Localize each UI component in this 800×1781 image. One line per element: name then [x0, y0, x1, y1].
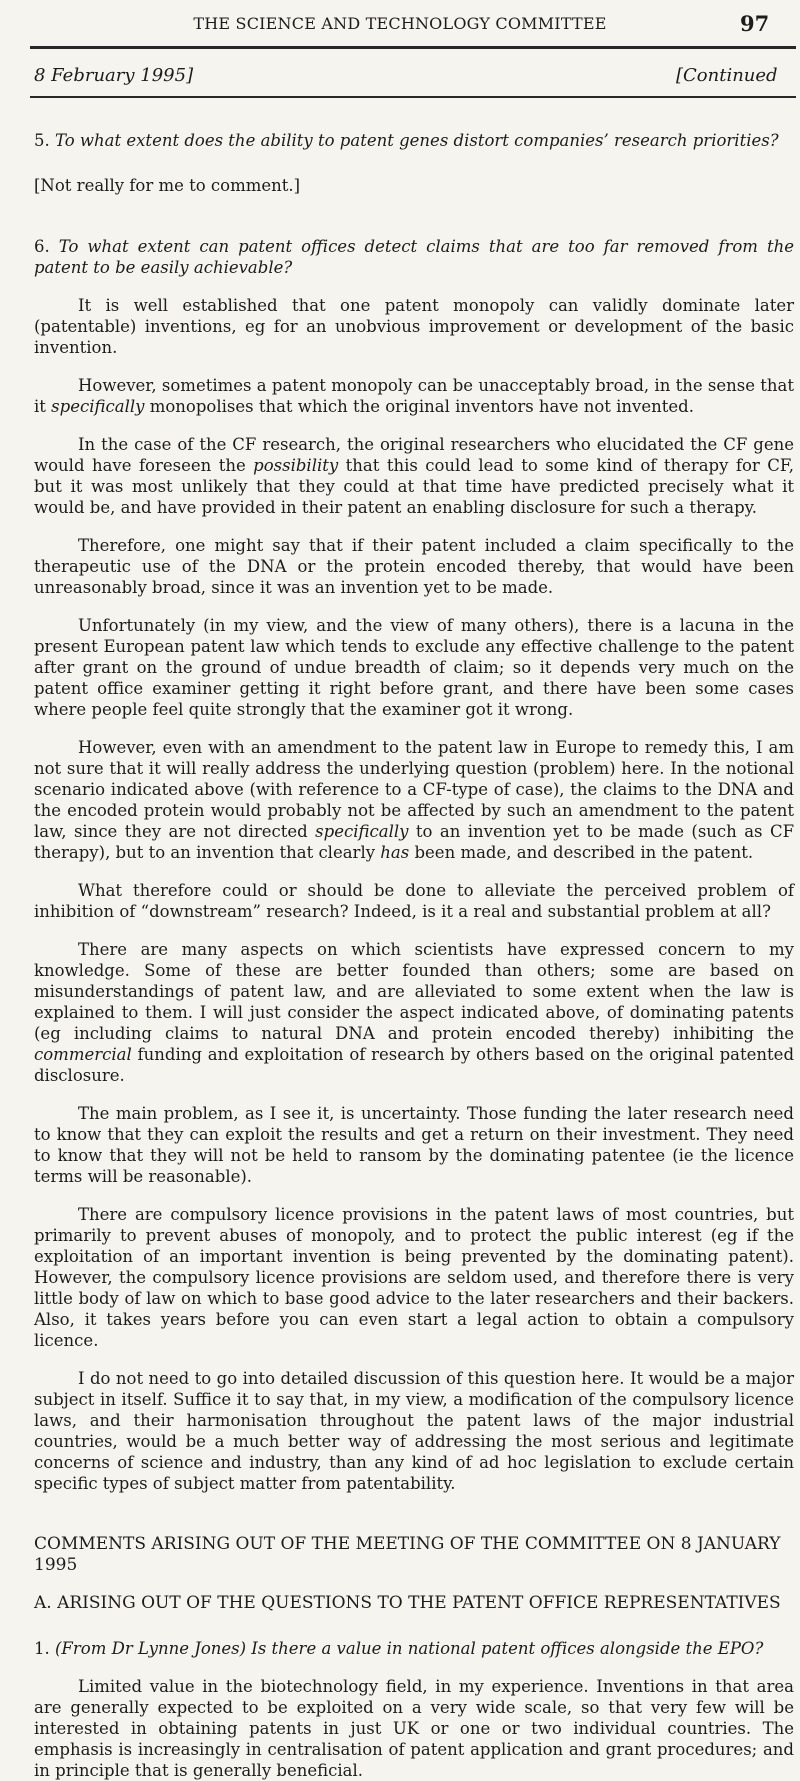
- paragraph: [34, 434, 794, 518]
- question-text: To what extent can patent offices detect claims that are too far removed from the patent to be easily achievable?: [34, 237, 794, 277]
- text-run: funding and exploitation of research by others based on the original patented disclosure.: [34, 1045, 795, 1085]
- header-rule-bottom: [30, 96, 796, 98]
- text-run: However, sometimes a patent monopoly can be unacceptably broad, in the sense that it: [34, 376, 794, 416]
- document-body: [34, 116, 794, 1781]
- header-rule-top: [30, 46, 796, 49]
- text-run: that this could lead to some kind of therapy for CF, but it was most unlikely that they could at that time have predicted precisely what it would be, and have provided in their patent an enabling disclosure for such a therapy.: [34, 456, 794, 517]
- question-1: [34, 1638, 794, 1659]
- text-run: monopolises that which the original inventors have not invented.: [149, 397, 694, 416]
- section-heading: COMMENTS ARISING OUT OF THE MEETING OF THE COMMITTEE ON 8 JANUARY 1995: [34, 1534, 781, 1575]
- answer-5: [Not really for me to comment.]: [34, 176, 301, 195]
- text-run: There are many aspects on which scientists have expressed concern to my knowledge. Some of these are better founded than others; some are based on misunderstandings of patent law, and are alleviated to some extent when the law is explained to them. I will just consider the aspect indicated above, of dominating patents (eg including claims to natural DNA and protein encoded thereby) inhibiting the: [34, 940, 794, 1043]
- question-text: (From Dr Lynne Jones) Is there a value in national patent offices alongside the EPO?: [55, 1639, 764, 1658]
- emphasis: commercial: [34, 1045, 132, 1064]
- text-run: been made, and described in the patent.: [414, 843, 754, 862]
- paragraph: There are compulsory licence provisions in the patent laws of most countries, but primarily to prevent abuses of monopoly, and to protect the public interest (eg if the exploitation of an important invention is being prevented by the dominating patent). However, the compulsory licence provisions are seldom used, and therefore there is very little body of law on which to base good advice to the later researchers and their backers. Also, it takes years before you can even start a legal action to obtain a compulsory licence.: [34, 1205, 794, 1350]
- answer-1: Limited value in the biotechnology field, in my experience. Inventions in that area are generally expected to be exploited on a very wide scale, so that very few will be interested in obtaining patents in just UK or one or two individual countries. The emphasis is increasingly in centralisation of patent application and grant procedures; and in principle that is generally beneficial.: [34, 1677, 794, 1780]
- question-number: 6.: [34, 237, 50, 256]
- subsection-letter: A.: [34, 1593, 52, 1613]
- page-number: 97: [740, 11, 770, 36]
- question-6: [34, 236, 794, 278]
- subsection-heading: [34, 1593, 794, 1614]
- subsection-title: ARISING OUT OF THE QUESTIONS TO THE PATENT OFFICE REPRESENTATIVES: [57, 1593, 781, 1613]
- paragraph: [34, 375, 794, 417]
- paragraph: [34, 939, 794, 1086]
- emphasis: specifically: [315, 822, 409, 841]
- paragraph: I do not need to go into detailed discussion of this question here. It would be a major subject in itself. Suffice it to say that, in my view, a modification of the compulsory licence laws, and their harmonisation throughout the patent laws of the major industrial countries, would be a much better way of addressing the most serious and legitimate concerns of science and industry, than any kind of ad hoc legislation to exclude certain specific types of subject matter from patentability.: [34, 1369, 794, 1493]
- text-run: However, even with an amendment to the patent law in Europe to remedy this, I am not sure that it will really address the underlying question (problem) here. In the notional scenario indicated above (with reference to a CF-type of case), the claims to the DNA and the encoded protein would probably not be affected by such an amendment to the patent law, since they are not directed: [34, 738, 794, 841]
- emphasis: has: [380, 843, 410, 862]
- question-text: To what extent does the ability to patent genes distort companies’ research priorities?: [55, 131, 779, 150]
- paragraph: It is well established that one patent monopoly can validly dominate later (patentable) inventions, eg for an unobvious improvement or development of the basic invention.: [34, 296, 794, 357]
- question-number: 1.: [34, 1639, 50, 1658]
- session-date: 8 February 1995]: [34, 65, 194, 86]
- paragraph: What therefore could or should be done to alleviate the perceived problem of inhibition of “downstream” research? Indeed, is it a real and substantial problem at all?: [34, 881, 794, 921]
- text-run: to an invention yet to be made (such as CF therapy), but to an invention that clearly: [34, 822, 795, 862]
- paragraph: Unfortunately (in my view, and the view of many others), there is a lacuna in the present European patent law which tends to exclude any effective challenge to the patent after grant on the ground of undue breadth of claim; so it depends very much on the patent office examiner getting it right before grant, and there have been some cases where people feel quite strongly that the examiner got it wrong.: [34, 616, 794, 719]
- paragraph: [34, 737, 794, 863]
- paragraph: The main problem, as I see it, is uncertainty. Those funding the later research need to know that they can exploit the results and get a return on their investment. They need to know that they will not be held to ransom by the dominating patentee (ie the licence terms will be reasonable).: [34, 1104, 794, 1186]
- question-number: 5.: [34, 131, 50, 150]
- running-header: THE SCIENCE AND TECHNOLOGY COMMITTEE: [193, 14, 607, 33]
- text-run: In the case of the CF research, the original researchers who elucidated the CF gene would have foreseen the: [34, 435, 794, 475]
- emphasis: possibility: [253, 456, 339, 475]
- paragraph: Therefore, one might say that if their patent included a claim specifically to the therapeutic use of the DNA or the protein encoded thereby, that would have been unreasonably broad, since it was an invention yet to be made.: [34, 536, 794, 597]
- question-5: [34, 130, 794, 151]
- emphasis: specifically: [51, 397, 145, 416]
- continued-label: [Continued: [676, 65, 778, 86]
